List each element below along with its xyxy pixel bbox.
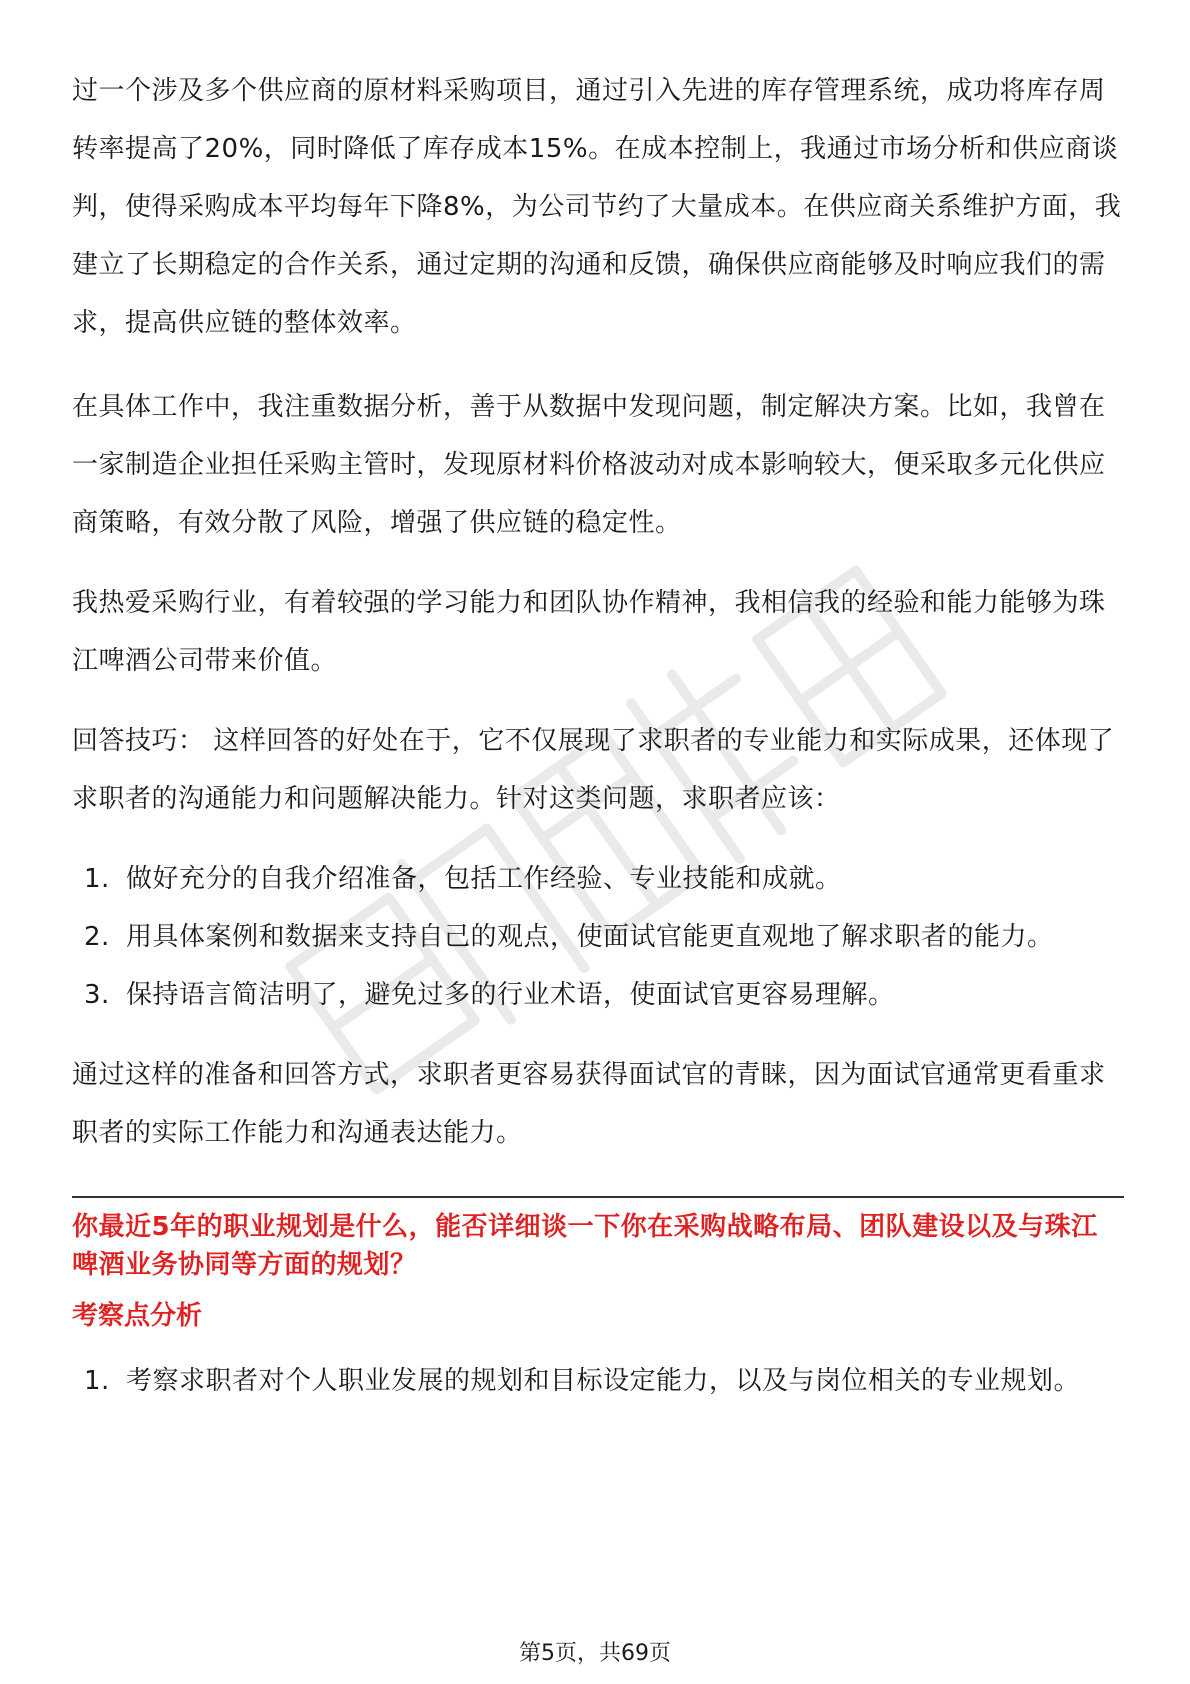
list-item-number: 1. bbox=[84, 864, 110, 894]
list-item bbox=[72, 966, 1124, 1024]
analysis-title: 考察点分析 bbox=[72, 1301, 203, 1331]
paragraph-experience: 过一个涉及多个供应商的原材料采购项目，通过引入先进的库存管理系统，成功将库存周转率提高了20%，同时降低了库存成本15%。在成本控制上，我通过市场分析和供应商谈判，使得采购成本平均每年下降8%，为公司节约了大量成本。在供应商关系维护方面，我建立了长期稳定的合作关系，通过定期的沟通和反馈，确保供应商能够及时响应我们的需求，提高供应链的整体效率。 bbox=[72, 76, 1122, 338]
list-item-number: 2. bbox=[84, 922, 110, 952]
list-item bbox=[72, 908, 1124, 966]
list-item-text: 考察求职者对个人职业发展的规划和目标设定能力，以及与岗位相关的专业规划。 bbox=[126, 1366, 1081, 1396]
analysis-list bbox=[72, 1352, 1124, 1410]
list-item-text: 保持语言简洁明了，避免过多的行业术语，使面试官更容易理解。 bbox=[126, 980, 895, 1010]
paragraph-passion: 我热爱采购行业，有着较强的学习能力和团队协作精神，我相信我的经验和能力能够为珠江啤酒公司带来价值。 bbox=[72, 588, 1106, 676]
section-divider bbox=[72, 1196, 1124, 1198]
page-footer: 第5页，共69页 bbox=[519, 1641, 671, 1666]
document-page bbox=[72, 62, 1124, 1432]
list-item-number: 3. bbox=[84, 980, 110, 1010]
list-item-number: 1. bbox=[84, 1366, 110, 1396]
paragraph-answer-tips: 回答技巧： 这样回答的好处在于，它不仅展现了求职者的专业能力和实际成果，还体现了求职者的沟通能力和问题解决能力。针对这类问题，求职者应该： bbox=[72, 726, 1115, 814]
question-heading: 你最近5年的职业规划是什么，能否详细谈一下你在采购战略布局、团队建设以及与珠江啤酒业务协同等方面的规划？ bbox=[72, 1212, 1098, 1280]
tips-list bbox=[72, 850, 1124, 1024]
list-item bbox=[72, 1352, 1124, 1410]
list-item bbox=[72, 850, 1124, 908]
list-item-text: 用具体案例和数据来支持自己的观点，使面试官能更直观地了解求职者的能力。 bbox=[126, 922, 1054, 952]
paragraph-conclusion: 通过这样的准备和回答方式，求职者更容易获得面试官的青睐，因为面试官通常更看重求职者的实际工作能力和沟通表达能力。 bbox=[72, 1060, 1106, 1148]
list-item-text: 做好充分的自我介绍准备，包括工作经验、专业技能和成就。 bbox=[126, 864, 842, 894]
paragraph-data-analysis: 在具体工作中，我注重数据分析，善于从数据中发现问题，制定解决方案。比如，我曾在一家制造企业担任采购主管时，发现原材料价格波动对成本影响较大，便采取多元化供应商策略，有效分散了风险，增强了供应链的稳定性。 bbox=[72, 392, 1106, 538]
